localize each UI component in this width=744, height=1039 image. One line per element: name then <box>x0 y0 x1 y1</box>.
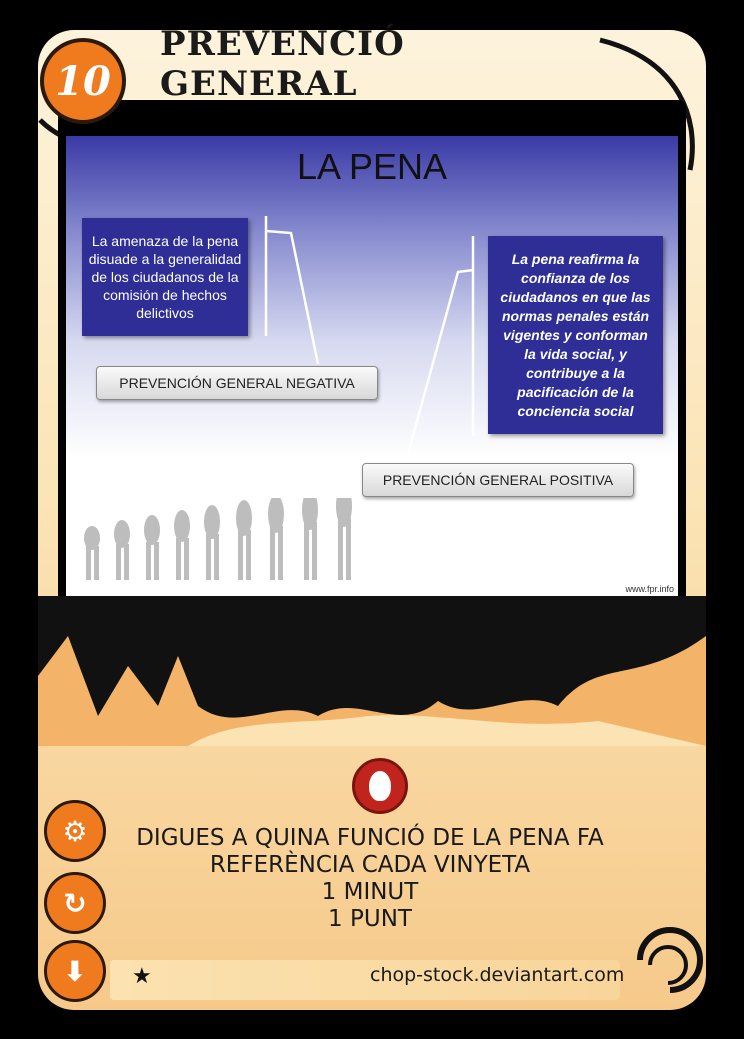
slide-title: LA PENA <box>296 146 448 187</box>
rule-line-1: DIGUES A QUINA FUNCIÓ DE LA PENA FA <box>136 825 604 851</box>
gear-icon: ⚙ <box>44 800 106 862</box>
rule-line-2: REFERÈNCIA CADA VINYETA <box>209 852 531 878</box>
positive-prevention-text: La pena reafirma la confianza de los ciudadanos en que las normas penales están vigentes y conforman la vida social, y contribuye a la pacificación de la conciencia social <box>500 250 651 419</box>
label-negative-text: PREVENCIÓN GENERAL NEGATIVA <box>119 375 355 391</box>
label-positive-prevention <box>362 463 634 497</box>
card-number: 10 <box>55 57 111 105</box>
card-number-badge <box>40 38 126 124</box>
rule-text <box>120 825 620 933</box>
negative-prevention-text: La amenaza de la pena disuade a la generalidad de los ciudadanos de la comisión de hechos delictivos <box>88 233 242 321</box>
credit-text: chop-stock.deviantart.com <box>370 964 625 986</box>
rule-line-4: 1 PUNT <box>328 906 412 932</box>
card-title-bar <box>160 24 610 104</box>
refresh-icon: ↻ <box>44 872 106 934</box>
slide-watermark: www.fpr.info <box>625 584 674 594</box>
card-title: PREVENCIÓ GENERAL <box>160 24 405 104</box>
castle-silhouette-decoration <box>38 596 706 746</box>
slide-image <box>66 136 678 596</box>
evolution-silhouettes <box>80 498 370 584</box>
star-icon: ★ <box>132 964 152 989</box>
label-negative-prevention <box>96 366 378 400</box>
label-positive-text: PREVENCIÓN GENERAL POSITIVA <box>382 472 614 488</box>
feather-emblem-icon <box>352 758 408 814</box>
rule-line-3: 1 MINUT <box>321 879 419 905</box>
download-arrow-icon: ⬇ <box>44 940 106 1002</box>
